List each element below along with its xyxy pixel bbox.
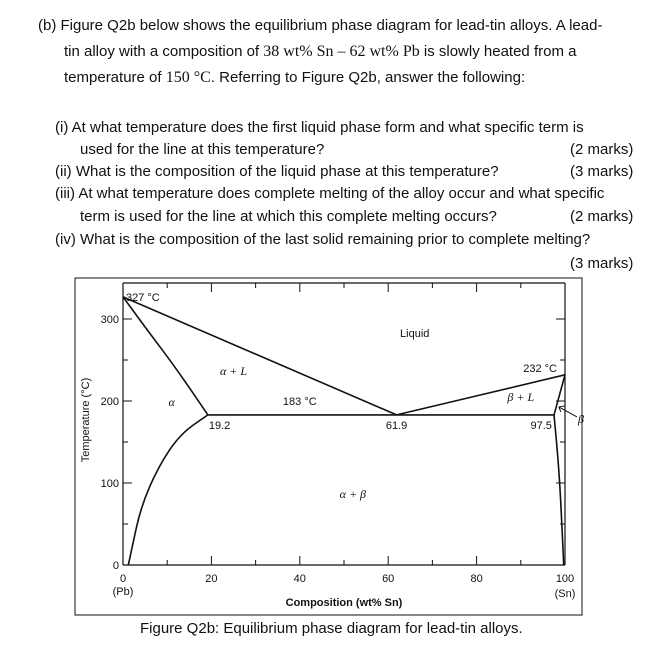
alpha-max-composition-label: 19.2	[208, 419, 231, 432]
eutectic-temperature-label: 183 °C	[282, 395, 317, 408]
x-tick-label: 20	[205, 573, 218, 585]
part-iii-line2: term is used for the line at which this complete melting occurs?	[80, 208, 497, 225]
region-alpha-label: α	[168, 394, 175, 409]
beta-solvus-line	[554, 415, 564, 565]
start-temperature: 150 °C	[165, 69, 211, 86]
liquidus-left-line	[123, 297, 397, 415]
part-iv-line1: (iv) What is the composition of the last solid remaining prior to complete melting?	[55, 231, 591, 248]
part-i-line1: (i) At what temperature does the first liquid phase form and what specific term is	[55, 119, 584, 136]
beta-pointer-arrow	[559, 406, 577, 417]
pb-melting-point-label: 327 °C	[126, 291, 160, 304]
part-ii-line1: (ii) What is the composition of the liquid phase at this temperature?	[55, 163, 499, 180]
x-tick-label: 60	[382, 573, 395, 585]
part-ii-marks: (3 marks)	[570, 163, 634, 180]
alloy-composition: 38 wt% Sn – 62 wt% Pb	[263, 43, 420, 60]
part-iv-marks: (3 marks)	[570, 255, 634, 272]
intro-text: temperature of	[64, 69, 166, 86]
eutectic-composition-label: 61.9	[385, 419, 408, 432]
x-tick-label: 100	[555, 573, 575, 585]
x-axis-end-left-label: (Pb)	[112, 586, 134, 598]
part-iii-marks: (2 marks)	[570, 208, 634, 225]
sn-melting-point-label: 232 °C	[523, 362, 557, 375]
liquidus-right-line	[397, 375, 565, 415]
x-tick-label: 0	[119, 573, 127, 585]
alpha-solvus-line	[128, 415, 208, 565]
region-alpha-beta-label: α + β	[339, 486, 367, 501]
x-tick-label: 40	[293, 573, 306, 585]
region-alpha-liquid-label: α + L	[219, 363, 248, 378]
intro-text: tin alloy with a composition of	[64, 43, 264, 60]
phase-boundaries	[123, 297, 565, 565]
x-axis-title: Composition (wt% Sn)	[285, 597, 403, 609]
y-tick-label: 300	[100, 314, 119, 326]
figure-caption: Figure Q2b: Equilibrium phase diagram for lead-tin alloys.	[140, 620, 523, 637]
y-tick-label: 200	[100, 396, 119, 408]
part-i-line2: used for the line at this temperature?	[80, 141, 325, 158]
beta-min-composition-label: 97.5	[530, 419, 552, 432]
question-intro-line1: (b) Figure Q2b below shows the equilibrium phase diagram for lead-tin alloys. A lead-	[38, 17, 603, 34]
part-iii-line1: (iii) At what temperature does complete melting of the alloy occur and what specific	[55, 185, 605, 202]
x-axis-end-right-label: (Sn)	[554, 588, 576, 600]
part-i-marks: (2 marks)	[570, 141, 634, 158]
region-beta-liquid-label: β + L	[507, 390, 535, 404]
intro-text-tail: . Referring to Figure Q2b, answer the following:	[210, 69, 526, 86]
intro-text-tail: is slowly heated from a	[419, 43, 577, 60]
y-tick-label: 0	[112, 560, 119, 572]
region-beta-label: β	[578, 411, 584, 426]
y-tick-label: 100	[100, 478, 119, 490]
x-tick-label: 80	[470, 573, 483, 585]
y-axis-title: Temperature (°C)	[80, 377, 92, 463]
region-liquid-label: Liquid	[400, 328, 430, 341]
